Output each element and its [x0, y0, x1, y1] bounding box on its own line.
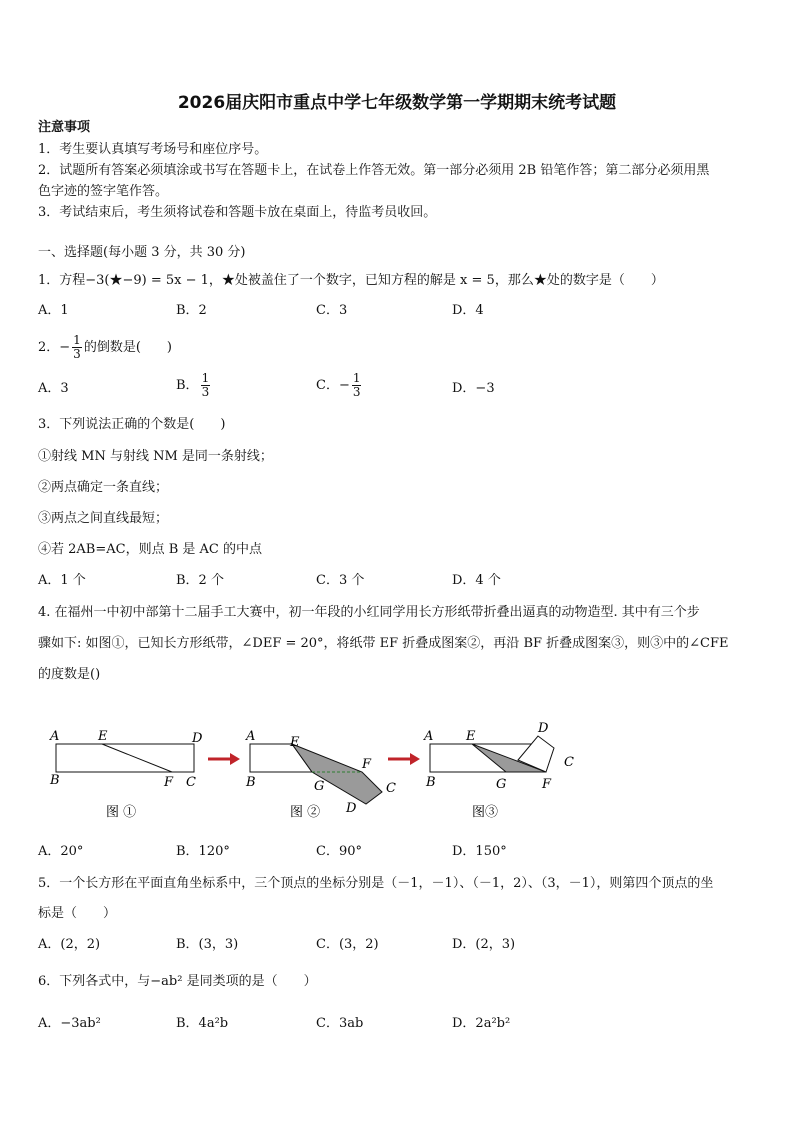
question-3: 3．下列说法正确的个数是( ) — [38, 417, 226, 432]
question-5-line: 5．一个长方形在平面直角坐标系中，三个顶点的坐标分别是（－1，－1）、（－1，2）、（3，－1），则第四个顶点的坐 — [38, 876, 714, 891]
notice-item: 色字迹的签字笔作答。 — [38, 184, 169, 199]
label-c: C — [186, 775, 196, 790]
fraction-denominator: 3 — [201, 385, 210, 399]
q6-option-a[interactable]: A．−3ab² — [38, 1016, 101, 1031]
label-f: F — [164, 775, 174, 790]
label-d: D — [538, 721, 549, 736]
question-4-line: 的度数是() — [38, 667, 101, 682]
question-2 — [38, 334, 172, 361]
label-a: A — [50, 729, 60, 744]
q2-prefix: 2．− — [38, 340, 71, 355]
exam-title: 2026届庆阳市重点中学七年级数学第一学期期末统考试题 — [177, 93, 617, 113]
fraction-denominator: 3 — [73, 347, 81, 361]
q2-option-a[interactable]: A．3 — [38, 381, 69, 396]
label-b: B — [426, 775, 436, 790]
q5-option-a[interactable]: A．(2，2) — [38, 937, 101, 952]
q3-statement: ③两点之间直线最短； — [38, 511, 169, 526]
fraction-denominator: 3 — [352, 385, 361, 399]
q4-option-c[interactable]: C．90° — [316, 844, 362, 859]
q6-option-d[interactable]: D．2a²b² — [452, 1016, 511, 1031]
arrow-icon — [388, 753, 420, 765]
notice-heading: 注意事项 — [38, 120, 91, 135]
question-4-line: 骤如下: 如图①，已知长方形纸带，∠DEF = 20°，将纸带 EF 折叠成图案②，再沿 BF 折叠成图案③，则③中的∠CFE — [38, 636, 729, 651]
paper-folding-figure — [40, 716, 600, 828]
notice-item: 2．试题所有答案必须填涂或书写在答题卡上，在试卷上作答无效。第一部分必须用 2B 铅笔作答；第二部分必须用黑 — [38, 163, 710, 178]
q5-option-b[interactable]: B．(3，3) — [176, 937, 239, 952]
section-heading: 一、选择题(每小题 3 分，共 30 分) — [38, 245, 246, 260]
q3-option-a[interactable]: A．1 个 — [38, 573, 86, 588]
question-1: 1．方程−3(★−9) = 5x − 1，★处被盖住了一个数字，已知方程的解是 x = 5，那么★处的数字是（ ） — [38, 273, 664, 288]
caption-figure-3: 图③ — [472, 805, 499, 820]
q4-option-d[interactable]: D．150° — [452, 844, 507, 859]
label-g: G — [314, 779, 325, 794]
question-5-line: 标是（ ） — [38, 906, 117, 921]
label-e: E — [98, 729, 108, 744]
q3-option-c[interactable]: C．3 个 — [316, 573, 365, 588]
fraction — [72, 334, 82, 361]
label-f: F — [542, 777, 552, 792]
q1-option-a[interactable]: A．1 — [38, 303, 69, 318]
label-e: E — [290, 735, 300, 750]
fraction-numerator: 1 — [73, 333, 81, 347]
label-d: D — [192, 731, 203, 746]
q3-option-d[interactable]: D．4 个 — [452, 573, 501, 588]
fraction — [201, 372, 211, 399]
label-c: C — [386, 781, 396, 796]
label-d: D — [346, 801, 357, 816]
label-a: A — [246, 729, 256, 744]
figure-1 — [49, 729, 203, 820]
arrow-icon — [208, 753, 240, 765]
q3-option-b[interactable]: B．2 个 — [176, 573, 224, 588]
label-f: F — [362, 757, 372, 772]
label-c: C — [564, 755, 574, 770]
question-4-line: 4. 在福州一中初中部第十二届手工大赛中，初一年段的小红同学用长方形纸带折叠出逼真的动物造型. 其中有三个步 — [38, 605, 700, 620]
q2-option-d[interactable]: D．−3 — [452, 381, 495, 396]
q3-statement: ②两点确定一条直线； — [38, 480, 169, 495]
q4-option-b[interactable]: B．120° — [176, 844, 230, 859]
q4-option-a[interactable]: A．20° — [38, 844, 84, 859]
q6-option-b[interactable]: B．4a²b — [176, 1016, 229, 1031]
figure-2 — [245, 729, 396, 820]
q1-option-d[interactable]: D．4 — [452, 303, 484, 318]
q2-option-b-label: B． — [176, 378, 199, 393]
fraction — [352, 372, 362, 399]
q2-suffix: 的倒数是( ) — [83, 340, 172, 355]
caption-figure-2: 图 ② — [290, 805, 321, 820]
label-e: E — [466, 729, 476, 744]
q3-statement: ④若 2AB=AC，则点 B 是 AC 的中点 — [38, 542, 262, 557]
question-6: 6．下列各式中，与−ab² 是同类项的是（ ） — [38, 974, 317, 989]
q5-option-d[interactable]: D．(2，3) — [452, 937, 516, 952]
q2-option-c[interactable] — [316, 372, 363, 399]
q3-statement: ①射线 MN 与射线 NM 是同一条射线； — [38, 449, 273, 464]
fraction-numerator: 1 — [352, 371, 361, 385]
q2-option-b[interactable] — [176, 372, 212, 399]
q6-option-c[interactable]: C．3ab — [316, 1016, 364, 1031]
label-b: B — [50, 773, 60, 788]
figure-3 — [423, 721, 574, 820]
caption-figure-1: 图 ① — [106, 805, 137, 820]
label-b: B — [246, 775, 256, 790]
q1-option-b[interactable]: B．2 — [176, 303, 207, 318]
notice-item: 1．考生要认真填写考场号和座位序号。 — [38, 142, 268, 157]
label-g: G — [496, 777, 507, 792]
q5-option-c[interactable]: C．(3，2) — [316, 937, 379, 952]
q2-option-c-label: C．− — [316, 378, 350, 393]
label-a: A — [424, 729, 434, 744]
notice-item: 3．考试结束后，考生须将试卷和答题卡放在桌面上，待监考员收回。 — [38, 205, 437, 220]
fraction-numerator: 1 — [201, 371, 210, 385]
q1-option-c[interactable]: C．3 — [316, 303, 348, 318]
